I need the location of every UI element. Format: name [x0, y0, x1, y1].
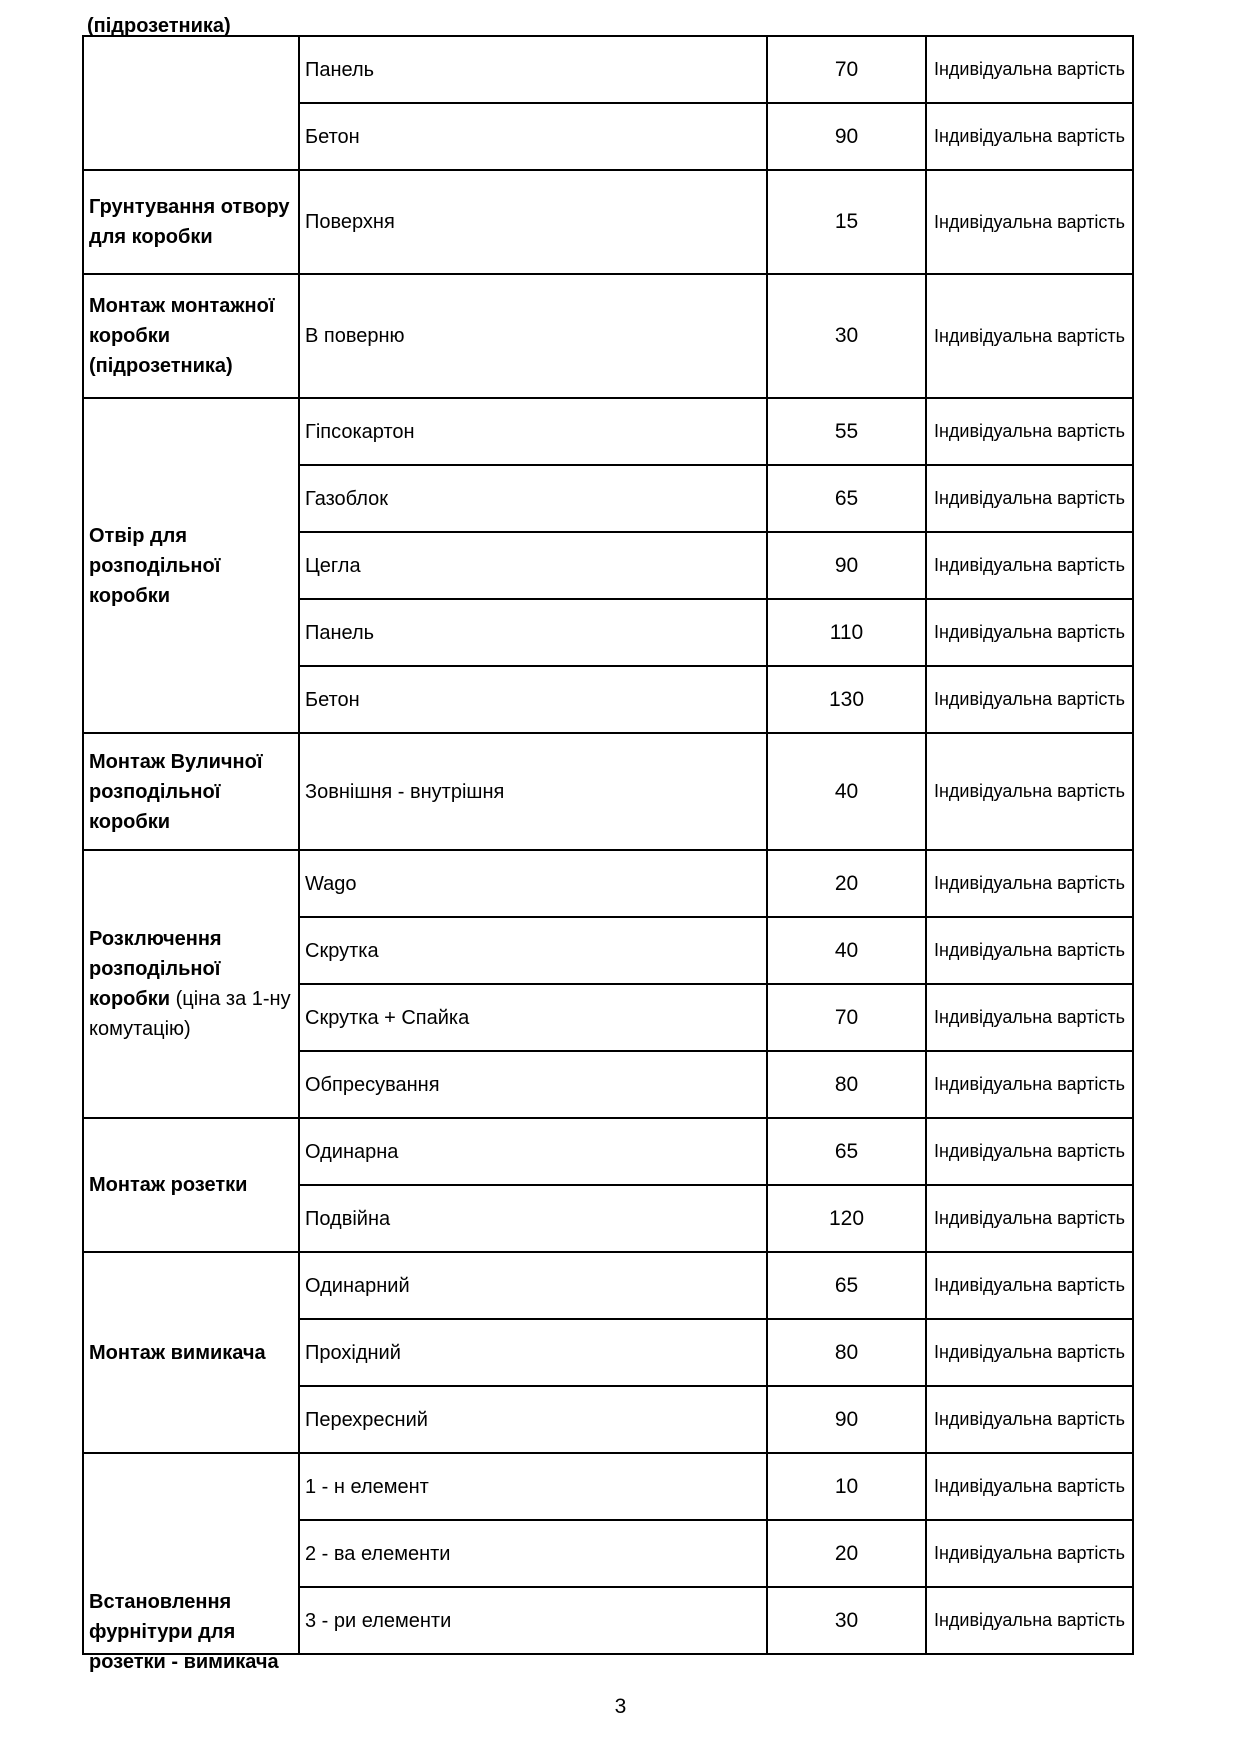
value-cell: 65 — [767, 1118, 926, 1185]
price-cell: Індивідуальна вартість — [926, 1386, 1133, 1453]
item-cell: Бетон — [299, 666, 767, 733]
category-cell: Грунтування отвору для коробки — [83, 170, 299, 274]
price-cell: Індивідуальна вартість — [926, 1319, 1133, 1386]
value-cell: 80 — [767, 1051, 926, 1118]
price-cell: Індивідуальна вартість — [926, 1051, 1133, 1118]
value-cell: 65 — [767, 1252, 926, 1319]
value-cell: 10 — [767, 1453, 926, 1520]
item-cell: Обпресування — [299, 1051, 767, 1118]
value-cell: 120 — [767, 1185, 926, 1252]
value-cell: 70 — [767, 984, 926, 1051]
category-cell — [83, 850, 299, 1118]
value-cell: 30 — [767, 1587, 926, 1654]
value-cell: 70 — [767, 36, 926, 103]
table-row — [83, 1453, 1133, 1520]
item-cell: Скрутка + Спайка — [299, 984, 767, 1051]
item-cell: В поверню — [299, 274, 767, 398]
item-cell: Панель — [299, 599, 767, 666]
category-cell: Монтаж монтажної коробки (підрозетника) — [83, 274, 299, 398]
item-cell: Wago — [299, 850, 767, 917]
table-row — [83, 1252, 1133, 1319]
item-cell: Одинарна — [299, 1118, 767, 1185]
value-cell: 20 — [767, 1520, 926, 1587]
price-cell: Індивідуальна вартість — [926, 1118, 1133, 1185]
price-cell: Індивідуальна вартість — [926, 1520, 1133, 1587]
category-title: Встановлення фурнітури для розетки - вимикача — [89, 1591, 279, 1673]
table-row — [83, 398, 1133, 465]
value-cell: 55 — [767, 398, 926, 465]
category-cell: Монтаж розетки — [83, 1118, 299, 1252]
price-cell: Індивідуальна вартість — [926, 170, 1133, 274]
item-cell: Бетон — [299, 103, 767, 170]
item-cell: Прохідний — [299, 1319, 767, 1386]
price-cell: Індивідуальна вартість — [926, 1185, 1133, 1252]
item-cell: Панель — [299, 36, 767, 103]
table-row — [83, 36, 1133, 103]
value-cell: 90 — [767, 103, 926, 170]
value-cell: 90 — [767, 532, 926, 599]
price-cell: Індивідуальна вартість — [926, 398, 1133, 465]
value-cell: 40 — [767, 733, 926, 850]
value-cell: 110 — [767, 599, 926, 666]
category-cell: Монтаж Вуличної розподільної коробки — [83, 733, 299, 850]
value-cell: 80 — [767, 1319, 926, 1386]
category-clip — [89, 1587, 293, 1673]
continued-category-fragment — [82, 0, 298, 35]
price-table — [82, 35, 1134, 1673]
price-cell: Індивідуальна вартість — [926, 465, 1133, 532]
price-cell: Індивідуальна вартість — [926, 1453, 1133, 1520]
category-cell: Отвір для розподільної коробки — [83, 398, 299, 733]
value-cell: 40 — [767, 917, 926, 984]
value-cell: 65 — [767, 465, 926, 532]
item-cell: 2 - ва елементи — [299, 1520, 767, 1587]
value-cell: 15 — [767, 170, 926, 274]
page-number: 3 — [614, 1695, 627, 1718]
table-row — [83, 850, 1133, 917]
price-cell: Індивідуальна вартість — [926, 917, 1133, 984]
table-row — [83, 170, 1133, 274]
price-cell: Індивідуальна вартість — [926, 1252, 1133, 1319]
price-cell: Індивідуальна вартість — [926, 850, 1133, 917]
table-row — [83, 274, 1133, 398]
item-cell: Одинарний — [299, 1252, 767, 1319]
category-cell — [83, 1453, 299, 1673]
price-cell: Індивідуальна вартість — [926, 599, 1133, 666]
category-cell — [83, 36, 299, 170]
price-cell: Індивідуальна вартість — [926, 1587, 1133, 1654]
value-cell: 30 — [767, 274, 926, 398]
price-cell: Індивідуальна вартість — [926, 666, 1133, 733]
price-cell: Індивідуальна вартість — [926, 103, 1133, 170]
value-cell: 90 — [767, 1386, 926, 1453]
category-title: Розключення розподільної коробки — [89, 928, 222, 1010]
item-cell: 3 - ри елементи — [299, 1587, 767, 1654]
price-cell: Індивідуальна вартість — [926, 532, 1133, 599]
item-cell: Перехресний — [299, 1386, 767, 1453]
table-row — [83, 733, 1133, 850]
item-cell: Скрутка — [299, 917, 767, 984]
category-cell: Монтаж вимикача — [83, 1252, 299, 1453]
price-cell: Індивідуальна вартість — [926, 274, 1133, 398]
price-cell: Індивідуальна вартість — [926, 733, 1133, 850]
category-note: (ціна за 1-ну комутацію) — [89, 988, 291, 1040]
item-cell: Цегла — [299, 532, 767, 599]
item-cell: Зовнішня - внутрішня — [299, 733, 767, 850]
item-cell: 1 - н елемент — [299, 1453, 767, 1520]
price-cell: Індивідуальна вартість — [926, 984, 1133, 1051]
category-fragment-text: (підрозетника) — [87, 15, 231, 37]
value-cell: 20 — [767, 850, 926, 917]
price-cell: Індивідуальна вартість — [926, 36, 1133, 103]
item-cell: Гіпсокартон — [299, 398, 767, 465]
item-cell: Подвійна — [299, 1185, 767, 1252]
item-cell: Газоблок — [299, 465, 767, 532]
item-cell: Поверхня — [299, 170, 767, 274]
value-cell: 130 — [767, 666, 926, 733]
table-row — [83, 1118, 1133, 1185]
